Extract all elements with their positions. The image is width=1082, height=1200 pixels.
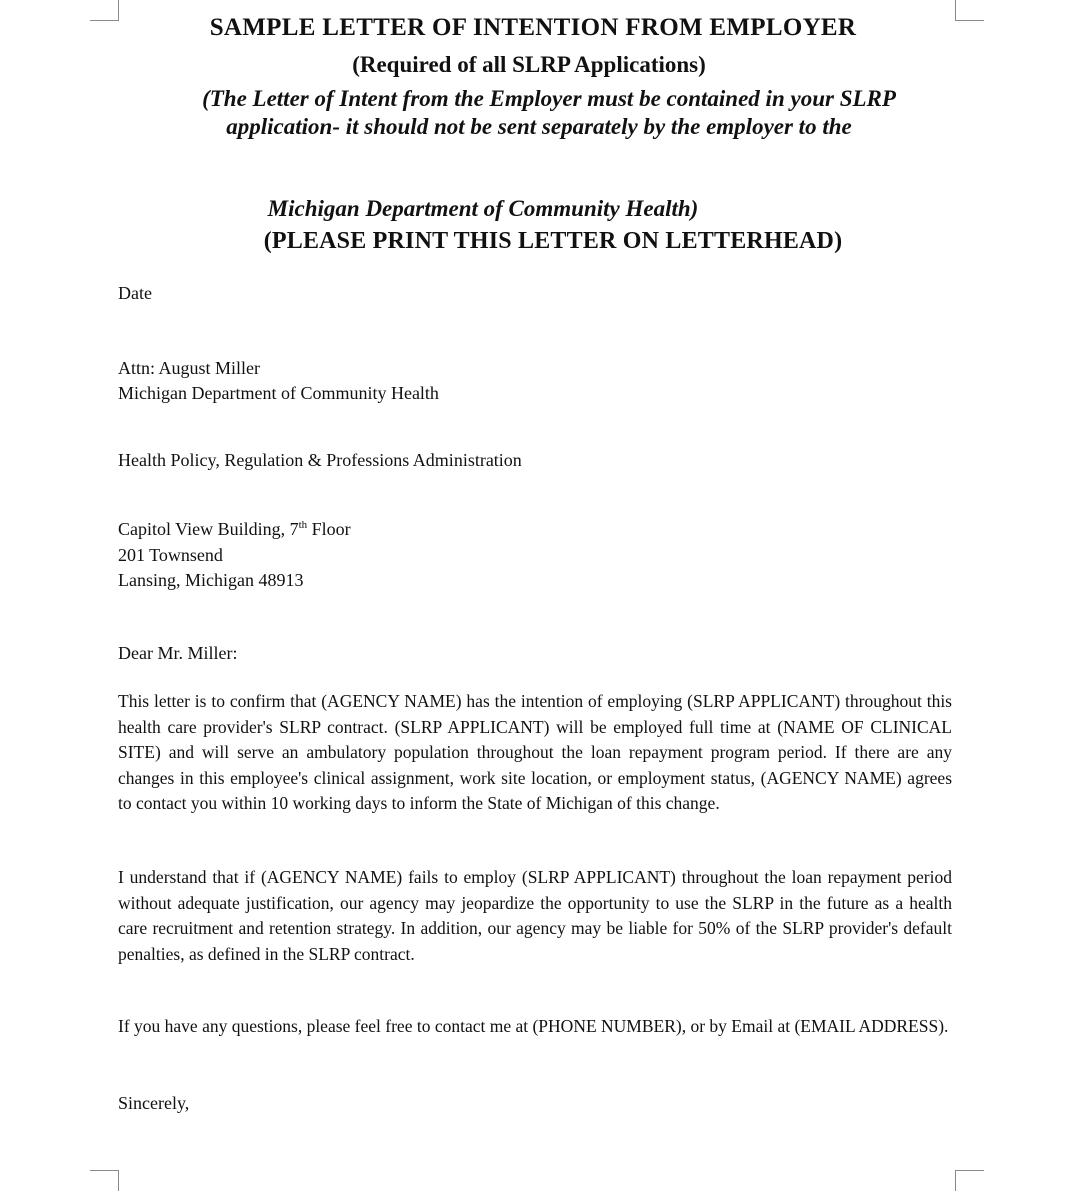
document-title: SAMPLE LETTER OF INTENTION FROM EMPLOYER	[209, 14, 857, 41]
address-line-3: Lansing, Michigan 48913	[118, 570, 304, 590]
print-instruction: (PLEASE PRINT THIS LETTER ON LETTERHEAD)	[263, 228, 843, 254]
instruction-note-line-3: Michigan Department of Community Health)	[267, 196, 699, 221]
body-paragraph-2: I understand that if (AGENCY NAME) fails to employ (SLRP APPLICANT) throughout the loan repayment period without adequate justification, our agency may jeopardize the opportunity to use the SLRP in the future as a health care recruitment and retention strategy. In addition, our agency may be liable for 50% of the SLRP provider's default penalties, as defined in the SLRP contract.	[118, 867, 952, 964]
body-paragraph-1: This letter is to confirm that (AGENCY NAME) has the intention of employing (SLRP APPLICANT) throughout this health care provider's SLRP contract. (SLRP APPLICANT) will be employed full time at (NAME OF CLINICAL SITE) and will serve an ambulatory population throughout the loan repayment program period. If there are any changes in this employee's clinical assignment, work site location, or employment status, (AGENCY NAME) agrees to contact you within 10 working days to inform the State of Michigan of this change.	[118, 691, 952, 814]
address-floor: Floor	[307, 519, 351, 539]
address-line-2: 201 Townsend	[118, 545, 223, 565]
recipient-division: Health Policy, Regulation & Professions Administration	[118, 450, 522, 470]
recipient-department: Michigan Department of Community Health	[118, 383, 439, 403]
address-line-1	[118, 519, 351, 540]
body-paragraph-3: If you have any questions, please feel free to contact me at (PHONE NUMBER), or by Email at (EMAIL ADDRESS).	[118, 1016, 949, 1036]
closing: Sincerely,	[118, 1093, 190, 1113]
attention-line: Attn: August Miller	[118, 358, 261, 378]
address-building: Capitol View Building, 7	[118, 519, 299, 539]
crop-mark-bottom-right	[955, 1170, 984, 1191]
instruction-note-line-1: (The Letter of Intent from the Employer must be contained in your SLRP	[202, 86, 896, 111]
ordinal-suffix: th	[298, 519, 308, 531]
salutation: Dear Mr. Miller:	[118, 643, 238, 663]
document-subtitle: (Required of all SLRP Applications)	[352, 52, 706, 77]
date-field: Date	[118, 283, 152, 303]
instruction-note-line-2: application- it should not be sent separately by the employer to the	[226, 114, 852, 139]
crop-mark-bottom-left	[90, 1170, 119, 1191]
